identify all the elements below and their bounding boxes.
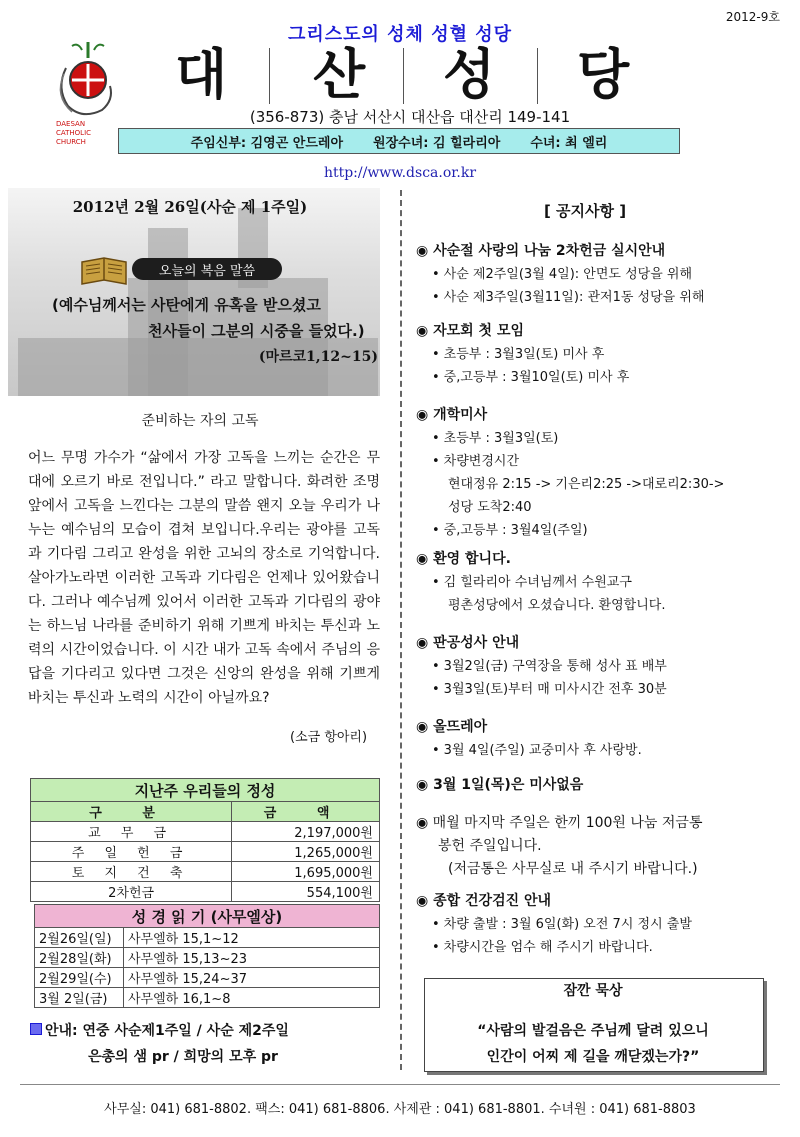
reading-date: 3월 2일(금) bbox=[35, 988, 124, 1008]
table-row bbox=[31, 862, 380, 882]
gospel-line-2: 천사들이 그분의 시중을 들었다.) bbox=[148, 322, 365, 340]
announcement-item: (저금통은 사무실로 내 주시기 바랍니다.) bbox=[448, 861, 698, 877]
announcement-item: 사순 제3주일(3월11일): 관저1동 성당을 위해 bbox=[443, 290, 705, 305]
announcement-section bbox=[416, 774, 786, 797]
announcement-heading: 올뜨레아 bbox=[433, 719, 488, 735]
reading-date: 2월28일(화) bbox=[35, 948, 124, 968]
sister: 수녀: 최 엘리 bbox=[530, 135, 608, 151]
reading-passage: 사무엘하 15,24~37 bbox=[124, 968, 380, 988]
website-link[interactable]: http://www.dsca.or.kr bbox=[323, 165, 477, 181]
address: (356-873) 충남 서산시 대산읍 대산리 149-141 bbox=[249, 108, 571, 126]
announcement-heading: 환영 합니다. bbox=[433, 551, 511, 567]
title-separator bbox=[269, 48, 270, 104]
announcement-heading: 종합 건강검진 안내 bbox=[433, 893, 552, 909]
offering-table bbox=[30, 778, 380, 902]
announcement-section bbox=[416, 890, 786, 959]
announcement-item: 사순 제2주일(3월 4일): 안면도 성당을 위해 bbox=[443, 267, 693, 282]
announcement-heading: 개학미사 bbox=[433, 407, 488, 423]
offering-amount: 1,695,000원 bbox=[232, 862, 380, 882]
essay-body: 어느 무명 가수가 “삶에서 가장 고독을 느끼는 순간은 무대에 오르기 바로 전입니다.” 라고 말합니다. 화려한 조명 앞에서 고독을 느낀다는 그분의 말씀 왠지 오늘 우리가 나누는 예수님의 모습이 겹쳐 보입니다.우리는 광야를 고독과 기다림 그리고 완성을 위한 고뇌의 장소로 기억합니다. 살아가노라면 이러한 고독과 기다림은 언제나 있어왔습니다. 그러나 예수님께 있어서 이러한 고독과 기다림의 광야는 하느님 나라를 준비하기 위해 기쁘게 바치는 투신과 노력의 시간이었습니다. 이 시간 내가 고독 속에서 주님의 응답을 기다리고 있다면 그것은 신앙의 완성을 위해 기쁘게 바치는 투신과 노력의 시간이 아닐까요? bbox=[28, 450, 380, 706]
bible-icon bbox=[80, 254, 128, 286]
table-row bbox=[35, 948, 380, 968]
target-bullet-icon: ◉ bbox=[416, 635, 434, 651]
announcement-item: 차량 출발 : 3월 6일(화) 오전 7시 정시 출발 bbox=[443, 917, 692, 932]
sunday-date: 2012년 2월 26일(사순 제 1주일) bbox=[72, 198, 308, 216]
meditation-line-1: “사람의 발걸음은 주님께 달려 있으니 bbox=[477, 1023, 709, 1039]
square-bullet-icon bbox=[30, 1023, 42, 1035]
reading-passage: 사무엘하 15,1~12 bbox=[124, 928, 380, 948]
announcement-item: 차량시간을 엄수 해 주시기 바랍니다. bbox=[443, 940, 653, 955]
table-row bbox=[35, 968, 380, 988]
announcement-section bbox=[416, 404, 786, 542]
offering-label: 2차헌금 bbox=[31, 882, 232, 902]
announcement-item: 김 힐라리아 수녀님께서 수원교구 bbox=[443, 575, 632, 590]
offering-label: 토 지 건 축 bbox=[31, 862, 232, 882]
announcement-item: 초등부 : 3월3일(토) bbox=[443, 431, 559, 446]
announcement-item: 3월 4일(주일) 교중미사 후 사랑방. bbox=[443, 743, 642, 758]
gospel-label: 오늘의 복음 말씀 bbox=[132, 258, 282, 280]
superior: 원장수녀: 김 힐라리아 bbox=[373, 135, 501, 151]
pastor: 주임신부: 김영곤 안드레아 bbox=[190, 135, 344, 151]
reading-date: 2월29일(수) bbox=[35, 968, 124, 988]
announcement-section bbox=[416, 320, 786, 389]
column-divider bbox=[400, 190, 402, 1070]
gospel-line-1: (예수님께서는 사탄에게 유혹을 받으셨고 bbox=[52, 296, 321, 314]
target-bullet-icon: ◉ bbox=[416, 323, 434, 339]
footer-divider bbox=[20, 1084, 780, 1085]
target-bullet-icon: ◉ bbox=[416, 243, 434, 259]
logo-text-3: CHURCH bbox=[56, 138, 86, 146]
gospel-reference: (마르코1,12~15) bbox=[258, 349, 378, 365]
church-title bbox=[145, 44, 675, 106]
offering-col-amount: 금 액 bbox=[232, 802, 380, 822]
announcement-section bbox=[416, 716, 786, 762]
reading-passage: 사무엘하 15,13~23 bbox=[124, 948, 380, 968]
announcements-title: [ 공지사항 ] bbox=[543, 202, 627, 220]
table-row bbox=[35, 928, 380, 948]
notice-line-1: 안내: 연중 사순제1주일 / 사순 제2주일 bbox=[45, 1023, 289, 1039]
announcement-section bbox=[416, 632, 786, 701]
bible-reading-table bbox=[34, 904, 380, 1008]
offering-label: 주 일 헌 금 bbox=[31, 842, 232, 862]
title-separator bbox=[403, 48, 404, 104]
announcement-item: 봉헌 주일입니다. bbox=[438, 838, 542, 854]
announcement-item: 현대정유 2:15 -> 기은리2:25 ->대로리2:30-> bbox=[448, 477, 725, 492]
title-char-3: 성 bbox=[443, 43, 496, 106]
offering-amount: 1,265,000원 bbox=[232, 842, 380, 862]
target-bullet-icon: ◉ bbox=[416, 719, 434, 735]
offering-col-category: 구 분 bbox=[31, 802, 232, 822]
announcement-heading: 사순절 사랑의 나눔 2차헌금 실시안내 bbox=[433, 243, 666, 259]
bible-reading-caption: 성 경 읽 기 (사무엘상) bbox=[35, 905, 380, 928]
target-bullet-icon: ◉ bbox=[416, 893, 434, 909]
title-char-2: 산 bbox=[313, 43, 366, 106]
announcement-item: 중,고등부 : 3월4일(주일) bbox=[443, 523, 588, 538]
essay-source: (소금 항아리) bbox=[290, 730, 368, 745]
table-row bbox=[35, 988, 380, 1008]
announcement-heading: 3월 1일(목)은 미사없음 bbox=[433, 777, 584, 793]
title-separator bbox=[537, 48, 538, 104]
target-bullet-icon: ◉ bbox=[416, 777, 434, 793]
offering-caption: 지난주 우리들의 정성 bbox=[31, 779, 380, 802]
meditation-line-2: 인간이 어찌 제 길을 깨닫겠는가?” bbox=[486, 1049, 700, 1065]
table-row bbox=[31, 842, 380, 862]
church-logo-icon bbox=[52, 38, 124, 148]
reading-passage: 사무엘하 16,1~8 bbox=[124, 988, 380, 1008]
announcement-item: 초등부 : 3월3일(토) 미사 후 bbox=[443, 347, 605, 362]
announcement-section bbox=[416, 548, 786, 617]
announcement-section bbox=[416, 240, 786, 309]
target-bullet-icon: ◉ bbox=[416, 551, 434, 567]
parish-name: 그리스도의 성체 성혈 성당 bbox=[287, 24, 513, 45]
target-bullet-icon: ◉ bbox=[416, 407, 434, 423]
title-char-1: 대 bbox=[175, 43, 228, 106]
notice-line-2: 은총의 샘 pr / 희망의 모후 pr bbox=[88, 1049, 278, 1065]
offering-amount: 2,197,000원 bbox=[232, 822, 380, 842]
table-row bbox=[31, 882, 380, 902]
announcement-heading: 자모회 첫 모임 bbox=[433, 323, 524, 339]
offering-label: 교 무 금 bbox=[31, 822, 232, 842]
announcement-item: 3월2일(금) 구역장을 통해 성사 표 배부 bbox=[443, 659, 667, 674]
announcement-item: 매월 마지막 주일은 한끼 100원 나눔 저금통 bbox=[432, 815, 703, 831]
meditation-title: 잠깐 묵상 bbox=[563, 983, 623, 999]
target-bullet-icon: ◉ bbox=[416, 815, 433, 831]
prayer-group-notice bbox=[30, 1018, 289, 1070]
announcement-item: 중,고등부 : 3월10일(토) 미사 후 bbox=[443, 370, 630, 385]
essay-title: 준비하는 자의 고독 bbox=[141, 413, 259, 429]
reading-date: 2월26일(일) bbox=[35, 928, 124, 948]
announcement-item: 차량변경시간 bbox=[443, 454, 520, 469]
contact-footer: 사무실: 041) 681-8802. 팩스: 041) 681-8806. 사제관 : 041) 681-8801. 수녀원 : 041) 681-8803 bbox=[104, 1102, 696, 1117]
announcement-heading: 판공성사 안내 bbox=[433, 635, 520, 651]
announcement-item: 평촌성당에서 오셨습니다. 환영합니다. bbox=[448, 598, 666, 613]
logo-text-1: DAESAN bbox=[56, 120, 86, 128]
announcement-item: 성당 도착2:40 bbox=[448, 500, 532, 515]
offering-amount: 554,100원 bbox=[232, 882, 380, 902]
announcement-item: 3월3일(토)부터 매 미사시간 전후 30분 bbox=[443, 682, 667, 697]
title-char-4: 당 bbox=[577, 43, 630, 106]
logo-text-2: CATHOLIC bbox=[56, 129, 92, 137]
issue-number: 2012-9호 bbox=[725, 10, 780, 24]
table-row bbox=[31, 822, 380, 842]
staff-bar bbox=[118, 128, 680, 154]
announcement-section bbox=[416, 812, 786, 881]
